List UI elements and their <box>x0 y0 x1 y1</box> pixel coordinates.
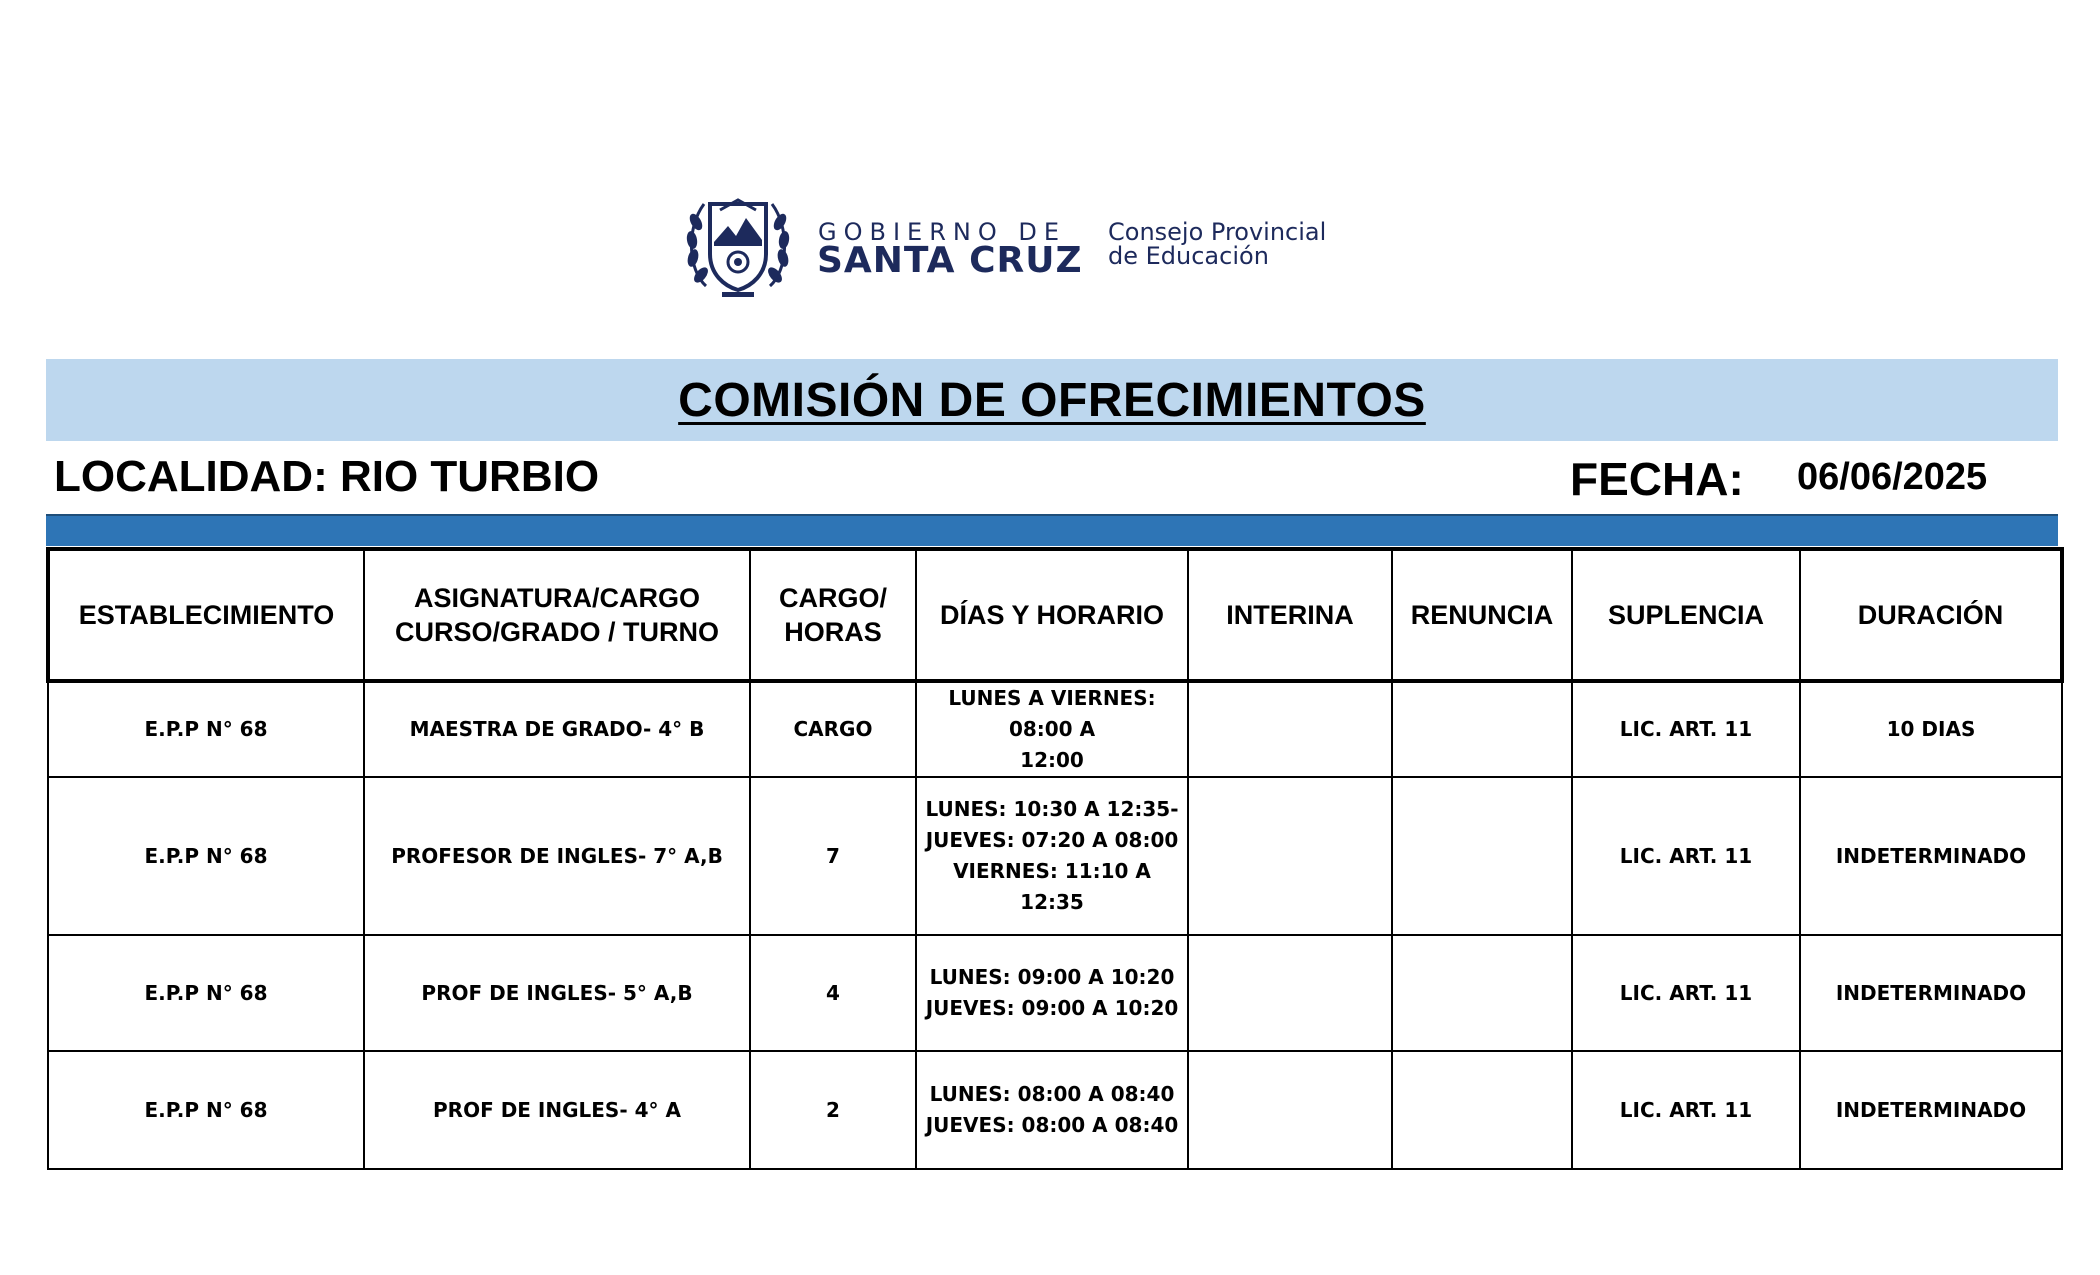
cell-renuncia <box>1392 1051 1572 1169</box>
locality-label: LOCALIDAD: RIO TURBIO <box>54 452 600 501</box>
cell-suplencia: LIC. ART. 11 <box>1572 681 1800 777</box>
cell-establecimiento: E.P.P N° 68 <box>48 935 364 1051</box>
schedule-line: LUNES: 08:00 A 08:40 <box>929 1082 1175 1106</box>
table-header-row <box>48 549 2062 681</box>
cell-renuncia <box>1392 935 1572 1051</box>
header-asignatura <box>364 549 750 681</box>
header-divider-bar <box>46 514 2058 546</box>
cell-interina <box>1188 1051 1392 1169</box>
header-label-line: ASIGNATURA/CARGO <box>414 583 700 613</box>
schedule-line: JUEVES: 08:00 A 08:40 <box>925 1113 1179 1137</box>
cell-establecimiento: E.P.P N° 68 <box>48 777 364 935</box>
table-row <box>48 681 2062 777</box>
table-row <box>48 777 2062 935</box>
header-label-line: ESTABLECIMIENTO <box>78 600 335 630</box>
cell-asignatura: PROF DE INGLES- 5° A,B <box>364 935 750 1051</box>
cell-suplencia: LIC. ART. 11 <box>1572 1051 1800 1169</box>
schedule-line: VIERNES: 11:10 A 12:35 <box>953 859 1151 914</box>
header-duracion <box>1800 549 2062 681</box>
cell-duracion: INDETERMINADO <box>1800 935 2062 1051</box>
cell-dias-horario <box>916 777 1188 935</box>
cell-cargo-horas: 2 <box>750 1051 916 1169</box>
cell-cargo-horas: 7 <box>750 777 916 935</box>
government-name-line2: SANTA CRUZ <box>817 240 1083 281</box>
schedule-line: JUEVES: 09:00 A 10:20 <box>925 996 1179 1020</box>
schedule-line: JUEVES: 07:20 A 08:00 <box>925 828 1179 852</box>
header-renuncia <box>1392 549 1572 681</box>
cell-interina <box>1188 681 1392 777</box>
provincial-seal-icon <box>684 182 792 300</box>
offers-table <box>46 547 2064 1170</box>
cell-cargo-horas: 4 <box>750 935 916 1051</box>
header-interina <box>1188 549 1392 681</box>
header-label-line: HORAS <box>784 617 882 647</box>
header-cargo-horas <box>750 549 916 681</box>
government-name-line1: GOBIERNO DE <box>818 218 1066 246</box>
cell-suplencia: LIC. ART. 11 <box>1572 935 1800 1051</box>
cell-asignatura: PROFESOR DE INGLES- 7° A,B <box>364 777 750 935</box>
cell-duracion: 10 DIAS <box>1800 681 2062 777</box>
schedule-line: LUNES: 09:00 A 10:20 <box>929 965 1175 989</box>
header-label-line: RENUNCIA <box>1410 600 1554 630</box>
header-label-line: DÍAS Y HORARIO <box>939 600 1165 630</box>
cell-dias-horario <box>916 1051 1188 1169</box>
header-label-line: INTERINA <box>1226 600 1354 630</box>
cell-cargo-horas: CARGO <box>750 681 916 777</box>
table-body <box>48 681 2062 1169</box>
cell-interina <box>1188 777 1392 935</box>
table-row <box>48 935 2062 1051</box>
header-label-line: DURACIÓN <box>1857 600 2004 630</box>
cell-establecimiento: E.P.P N° 68 <box>48 681 364 777</box>
table-row <box>48 1051 2062 1169</box>
council-name-line2: de Educación <box>1108 242 1269 270</box>
cell-asignatura: MAESTRA DE GRADO- 4° B <box>364 681 750 777</box>
institution-logo <box>684 182 1364 302</box>
cell-renuncia <box>1392 681 1572 777</box>
cell-establecimiento: E.P.P N° 68 <box>48 1051 364 1169</box>
cell-interina <box>1188 935 1392 1051</box>
header-label-line: SUPLENCIA <box>1607 600 1764 630</box>
date-label: FECHA: <box>1570 453 1744 505</box>
schedule-line: 12:00 <box>1020 748 1084 772</box>
council-name-line1: Consejo Provincial <box>1108 218 1327 246</box>
cell-dias-horario <box>916 935 1188 1051</box>
schedule-line: LUNES A VIERNES: 08:00 A <box>948 686 1156 741</box>
schedule-line: LUNES: 10:30 A 12:35- <box>925 797 1179 821</box>
cell-renuncia <box>1392 777 1572 935</box>
header-label-line: CURSO/GRADO / TURNO <box>395 617 719 647</box>
date-value: 06/06/2025 <box>1797 456 1988 498</box>
cell-duracion: INDETERMINADO <box>1800 777 2062 935</box>
header-suplencia <box>1572 549 1800 681</box>
cell-asignatura: PROF DE INGLES- 4° A <box>364 1051 750 1169</box>
cell-dias-horario <box>916 681 1188 777</box>
header-dias-horario <box>916 549 1188 681</box>
cell-suplencia: LIC. ART. 11 <box>1572 777 1800 935</box>
cell-duracion: INDETERMINADO <box>1800 1051 2062 1169</box>
header-establecimiento <box>48 549 364 681</box>
header-label-line: CARGO/ <box>779 583 887 613</box>
title-band <box>46 359 2058 441</box>
page-title: COMISIÓN DE OFRECIMIENTOS <box>678 373 1426 427</box>
